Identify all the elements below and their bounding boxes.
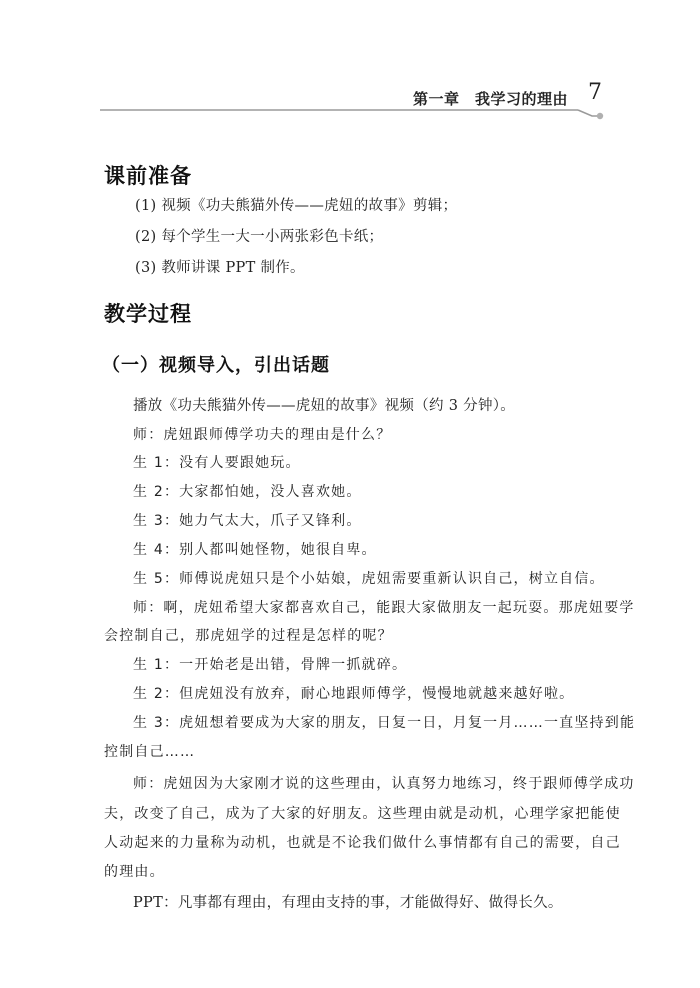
dialogue-line: 生 1：没有人要跟她玩。 — [133, 455, 301, 471]
prep-item: (1) 视频《功夫熊猫外传——虎妞的故事》剪辑； — [135, 198, 458, 214]
chapter-title: 第一章 我学习的理由 — [412, 90, 568, 108]
dialogue-line: 师：啊，虎妞希望大家都喜欢自己，能跟大家做朋友一起玩耍。那虎妞要学 — [133, 600, 635, 616]
prep-item: (2) 每个学生一大一小两张彩色卡纸； — [135, 229, 384, 245]
page-number: 7 — [588, 80, 602, 105]
prep-item: (3) 教师讲课 PPT 制作。 — [135, 260, 305, 276]
dialogue-line: 的理由。 — [104, 864, 165, 880]
dialogue-line: 人动起来的力量称为动机，也就是不论我们做什么事情都有自己的需要，自己 — [104, 835, 621, 851]
dialogue-line: 生 4：别人都叫她怪物，她很自卑。 — [133, 542, 377, 558]
ppt-note: PPT：凡事都有理由，有理由支持的事，才能做得好、做得长久。 — [133, 895, 563, 911]
dialogue-line: 生 3：虎妞想着要成为大家的朋友，日复一日，月复一月……一直坚持到能 — [133, 715, 636, 731]
dialogue-line: 会控制自己，那虎妞学的过程是怎样的呢？ — [104, 628, 393, 644]
running-header — [0, 0, 700, 130]
dialogue-line: 师：虎妞因为大家刚才说的这些理由，认真努力地练习，终于跟师傅学成功 — [133, 776, 635, 792]
subsection-heading: （一）视频导入，引出话题 — [102, 355, 330, 376]
section-heading-prep: 课前准备 — [104, 160, 192, 190]
paragraph-intro: 播放《功夫熊猫外传——虎妞的故事》视频（约 3 分钟）。 — [133, 398, 516, 414]
section-heading-process: 教学过程 — [104, 298, 192, 328]
dialogue-line: 生 5：师傅说虎妞只是个小姑娘，虎妞需要重新认识自己，树立自信。 — [133, 571, 605, 587]
dialogue-line: 生 2：大家都怕她，没人喜欢她。 — [133, 484, 362, 500]
dialogue-line: 夫，改变了自己，成为了大家的好朋友。这些理由就是动机，心理学家把能使 — [104, 806, 621, 822]
dialogue-line: 生 1：一开始老是出错，骨牌一抓就碎。 — [133, 657, 408, 673]
dialogue-line: 控制自己…… — [104, 744, 196, 760]
dialogue-line: 生 2：但虎妞没有放弃，耐心地跟师傅学，慢慢地就越来越好啦。 — [133, 686, 575, 702]
dialogue-line: 生 3：她力气太大，爪子又锋利。 — [133, 513, 362, 529]
dialogue-line: 师：虎妞跟师傅学功夫的理由是什么？ — [133, 427, 392, 443]
